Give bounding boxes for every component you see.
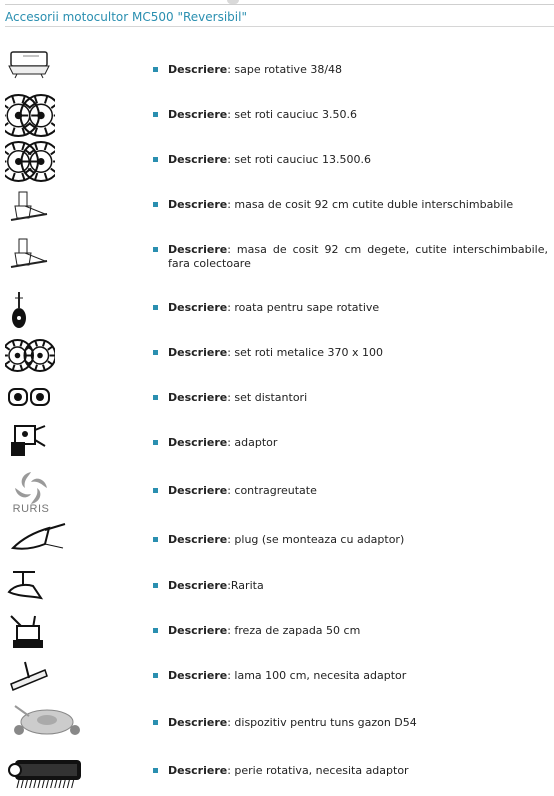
mower-bar-icon [5, 188, 55, 228]
item-description [168, 579, 548, 593]
blade-icon [5, 658, 55, 696]
description-label: Descriere [168, 716, 228, 729]
accessory-image [5, 93, 89, 138]
item-description [168, 716, 548, 730]
description-text: : lama 100 cm, necesita adaptor [227, 669, 407, 682]
description-label: Descriere [168, 533, 228, 546]
accessory-image [5, 290, 89, 330]
description-label: Descriere [168, 579, 228, 592]
description-label: Descriere [168, 391, 228, 404]
description-label: Descriere [168, 108, 228, 121]
accessory-image [5, 518, 89, 564]
bullet-icon [153, 583, 158, 588]
description-text: : sape rotative 38/48 [227, 63, 343, 76]
bullet-icon [153, 488, 158, 493]
description-text: : plug (se monteaza cu adaptor) [227, 533, 405, 546]
title-divider [5, 26, 554, 27]
bullet-icon [153, 440, 158, 445]
description-label: Descriere [168, 198, 228, 211]
description-text: : perie rotativa, necesita adaptor [227, 764, 409, 777]
bullet-icon [153, 395, 158, 400]
description-label: Descriere [168, 436, 228, 449]
item-description [168, 669, 548, 683]
accessory-image [5, 44, 89, 80]
accessory-image [5, 188, 89, 228]
description-label: Descriere [168, 153, 228, 166]
description-label: Descriere [168, 63, 228, 76]
spacers-icon [5, 383, 55, 410]
description-text: : set roti cauciuc 3.50.6 [227, 108, 357, 121]
bullet-icon [153, 67, 158, 72]
accessory-image [5, 140, 89, 183]
rubber-wheels-icon [5, 93, 55, 138]
lawn-mower-icon [5, 700, 89, 748]
item-description [168, 533, 548, 547]
item-description [168, 764, 548, 778]
description-text: :Rarita [227, 579, 264, 592]
item-description [168, 198, 548, 212]
adapter-icon [5, 420, 55, 466]
description-text: : set roti cauciuc 13.500.6 [227, 153, 371, 166]
rubber-wheels-icon [5, 140, 55, 183]
description-text: : adaptor [227, 436, 278, 449]
accessory-image [5, 235, 89, 278]
item-description [168, 63, 548, 77]
page-title: Accesorii motocultor MC500 "Reversibil" [5, 10, 247, 24]
description-label: Descriere [168, 301, 228, 314]
accessory-image [5, 566, 89, 604]
description-text: : dispozitiv pentru tuns gazon D54 [227, 716, 417, 729]
item-description [168, 346, 548, 360]
support-wheel-icon [5, 290, 55, 330]
bullet-icon [153, 202, 158, 207]
bullet-icon [153, 720, 158, 725]
bullet-icon [153, 628, 158, 633]
accessory-image [5, 752, 89, 794]
item-description [168, 484, 548, 498]
accessory-image [5, 658, 89, 696]
accessory-image [5, 612, 89, 652]
item-description [168, 301, 548, 315]
description-text: : masa de cosit 92 cm degete, cutite interschimbabile, fara colectoare [168, 243, 548, 270]
snow-blower-icon [5, 612, 55, 652]
description-text: : contragreutate [227, 484, 317, 497]
description-label: Descriere [168, 669, 228, 682]
item-description [168, 108, 548, 122]
bullet-icon [153, 157, 158, 162]
accessory-image [5, 468, 89, 514]
description-label: Descriere [168, 764, 228, 777]
description-label: Descriere [168, 624, 228, 637]
ruris-logo-icon [5, 468, 57, 514]
ruris-logo-text: RURIS [12, 503, 50, 514]
bullet-icon [153, 305, 158, 310]
item-description [168, 624, 548, 638]
ridger-icon [5, 566, 55, 604]
bullet-icon [153, 247, 158, 252]
mower-bar-icon [5, 235, 55, 278]
description-label: Descriere [168, 243, 228, 256]
description-text: : roata pentru sape rotative [227, 301, 380, 314]
accessory-image [5, 700, 89, 748]
metal-wheels-icon [5, 337, 55, 374]
item-description [168, 391, 548, 405]
description-text: : masa de cosit 92 cm cutite duble interschimbabile [227, 198, 514, 211]
item-description [168, 153, 548, 167]
description-text: : set distantori [227, 391, 308, 404]
bullet-icon [153, 112, 158, 117]
bullet-icon [153, 673, 158, 678]
bullet-icon [153, 768, 158, 773]
item-description [168, 243, 548, 271]
accessory-image [5, 337, 89, 374]
description-label: Descriere [168, 346, 228, 359]
plough-icon [5, 518, 73, 564]
accessory-image [5, 383, 89, 410]
rotary-brush-icon [5, 752, 89, 794]
accessory-image [5, 420, 89, 466]
top-divider [5, 4, 554, 5]
item-description [168, 436, 548, 450]
bullet-icon [153, 350, 158, 355]
rotary-tiller-icon [5, 44, 55, 80]
description-text: : freza de zapada 50 cm [227, 624, 361, 637]
description-text: : set roti metalice 370 x 100 [227, 346, 384, 359]
description-label: Descriere [168, 484, 228, 497]
bullet-icon [153, 537, 158, 542]
